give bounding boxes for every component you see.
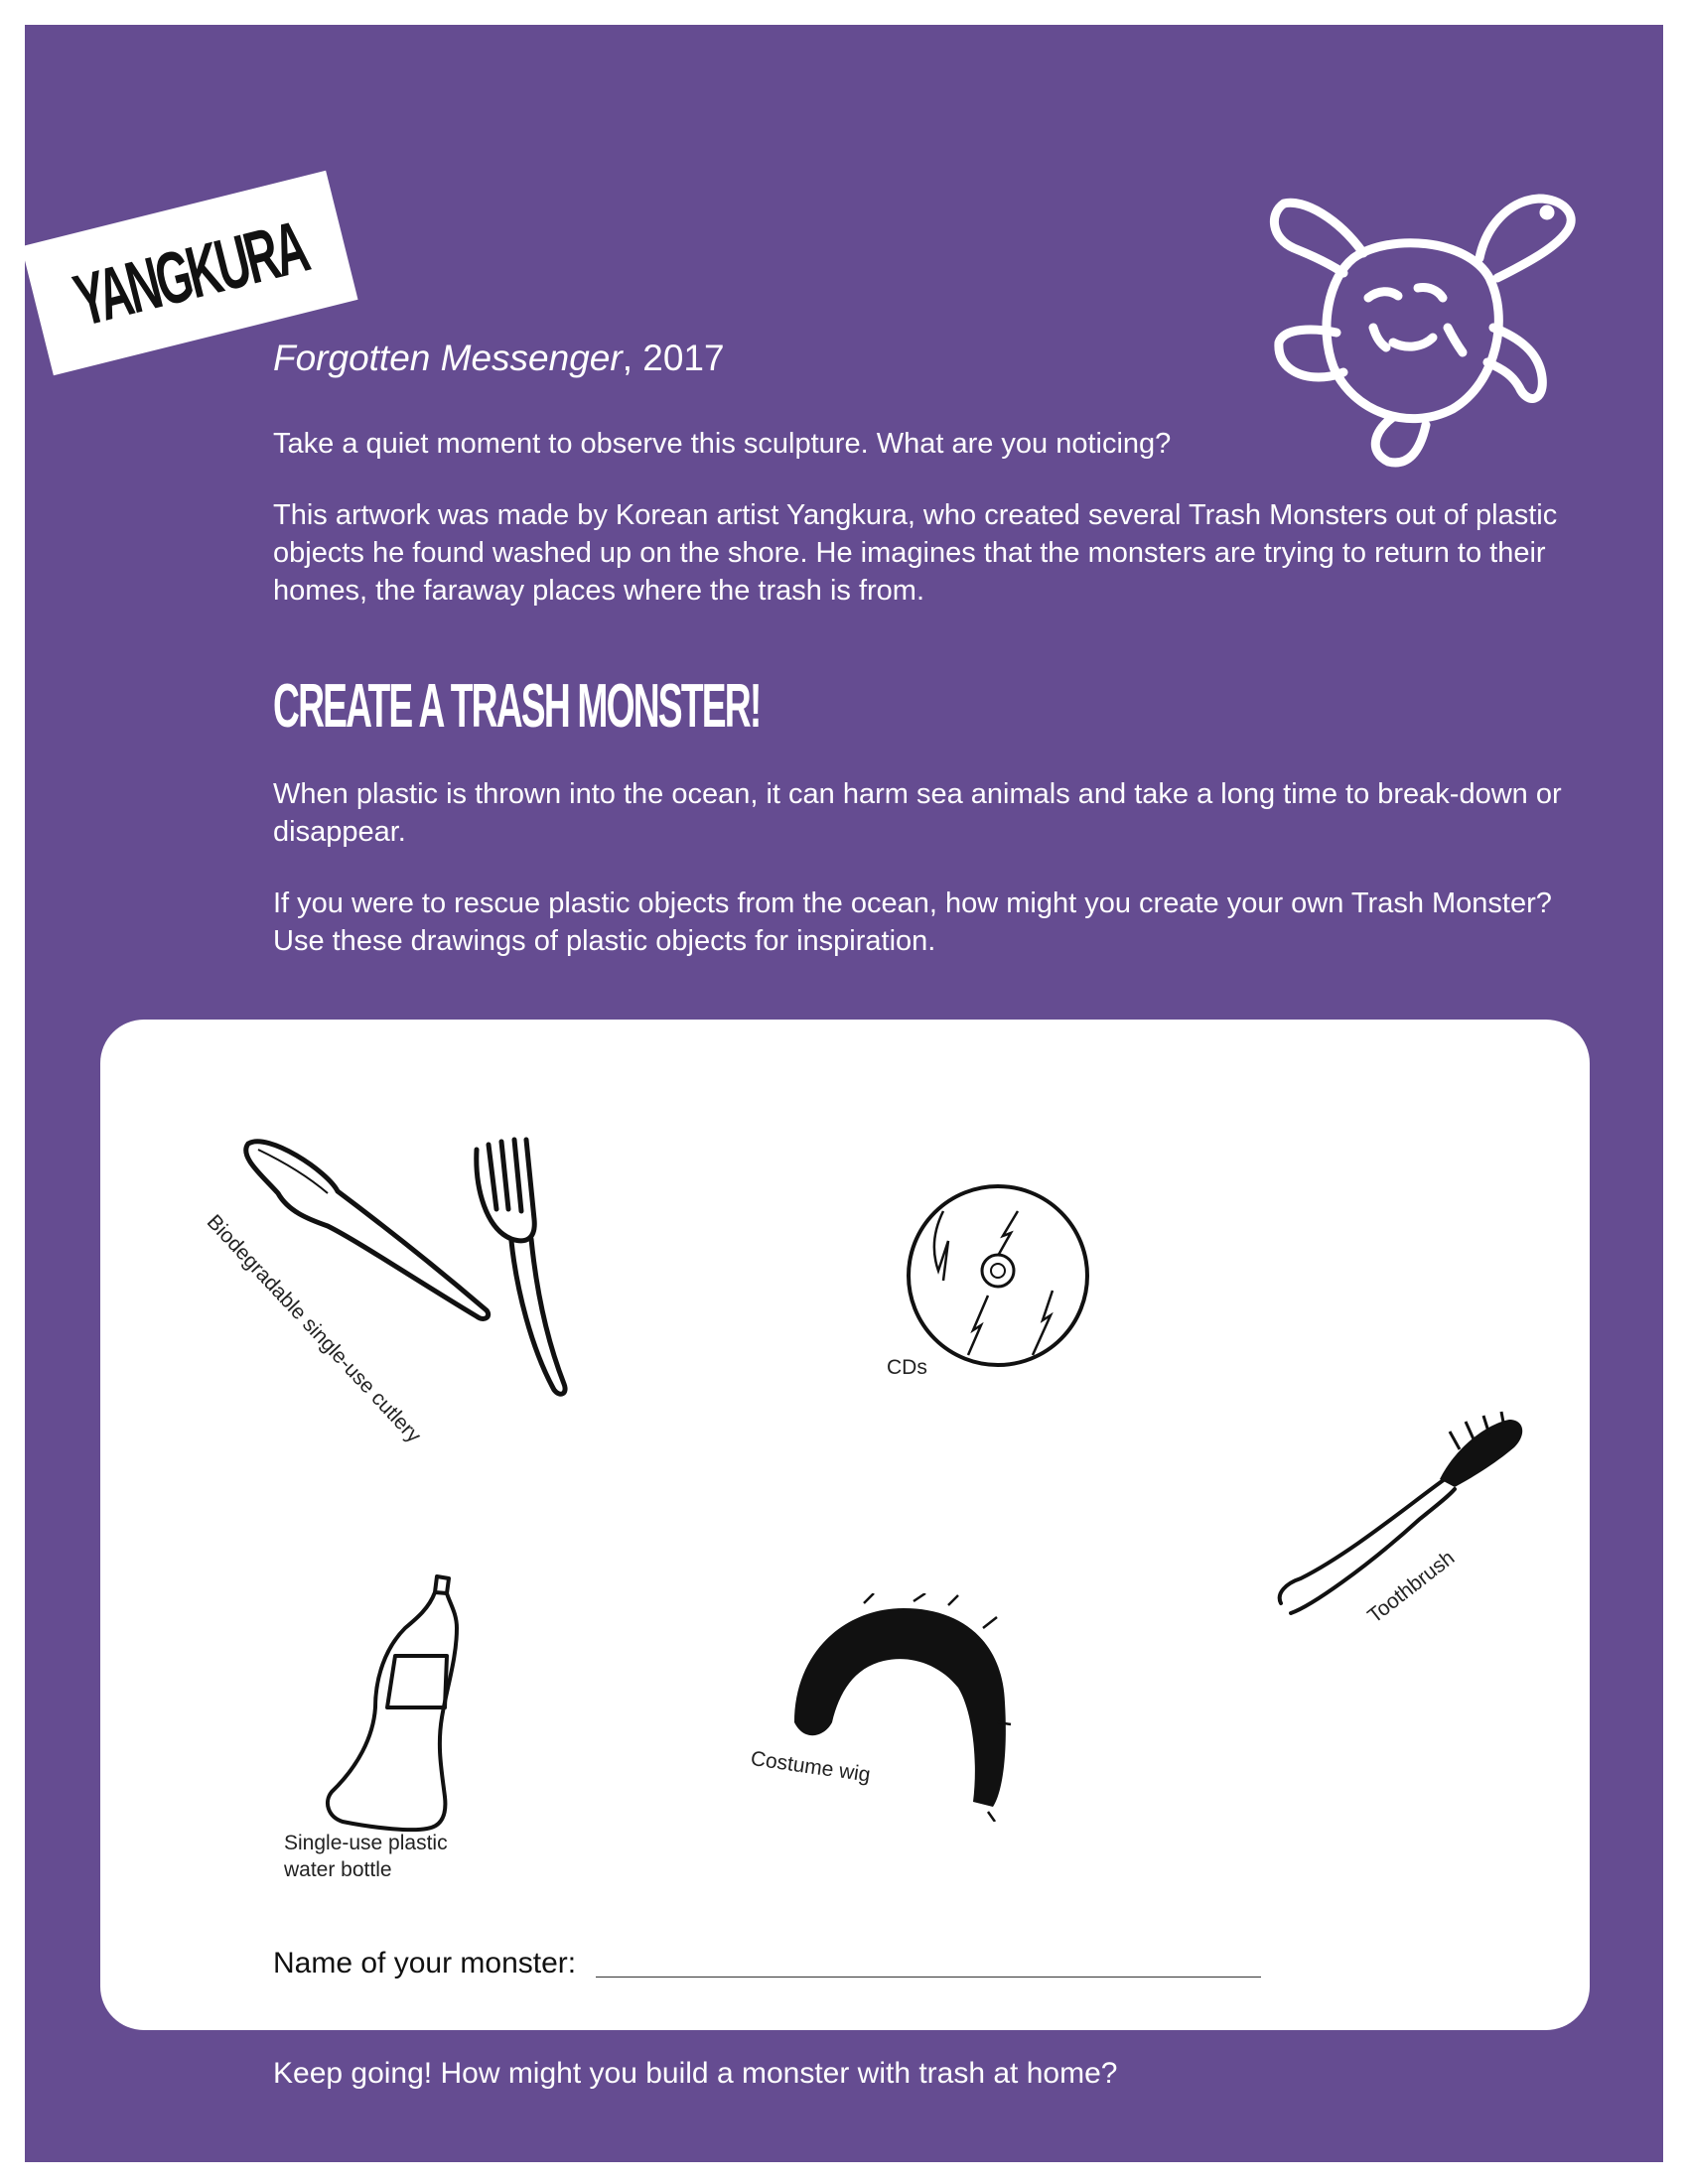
turtle-doodle-icon (1259, 179, 1597, 477)
artwork-title-italic: Forgotten Messenger (273, 338, 623, 378)
cds-caption: CDs (887, 1356, 927, 1379)
artist-label: YANGKURA (66, 205, 314, 341)
cd-disc-icon (904, 1181, 1092, 1370)
activity-paragraph-2: If you were to rescue plastic objects from the ocean, how might you create your own Trash Monster? Use these drawings of plastic objects for inspiration. (273, 887, 1552, 957)
cutlery-caption: Biodegradable single-use cutlery (202, 1210, 426, 1447)
activity-paragraph-1: When plastic is thrown into the ocean, it can harm sea animals and take a long time to break-down or disappear. (273, 778, 1562, 848)
wig-caption: Costume wig (749, 1746, 872, 1787)
about-artwork: This artwork was made by Korean artist Yangkura, who created several Trash Monsters out of plastic objects he found washed up on the shore. He imagines that the monsters are trying to return to their homes, the faraway places where the trash is from. (273, 499, 1558, 607)
costume-wig-icon (784, 1593, 1013, 1822)
water-bottle-icon (318, 1569, 477, 1837)
observe-prompt: Take a quiet moment to observe this sculpture. What are you noticing? (273, 428, 1172, 460)
monster-name-line[interactable] (596, 1977, 1261, 1978)
plastic-fork-icon (467, 1130, 586, 1408)
toothbrush-caption: Toothbrush (1363, 1546, 1460, 1628)
bottle-caption: Single-use plastic water bottle (284, 1832, 448, 1881)
monster-name-label: Name of your monster: (273, 1947, 577, 1979)
activity-heading: CREATE A TRASH MONSTER! (273, 672, 761, 741)
artwork-year: , 2017 (622, 338, 725, 378)
footer-prompt: Keep going! How might you build a monster with trash at home? (273, 2057, 1118, 2090)
artwork-title (273, 338, 725, 379)
